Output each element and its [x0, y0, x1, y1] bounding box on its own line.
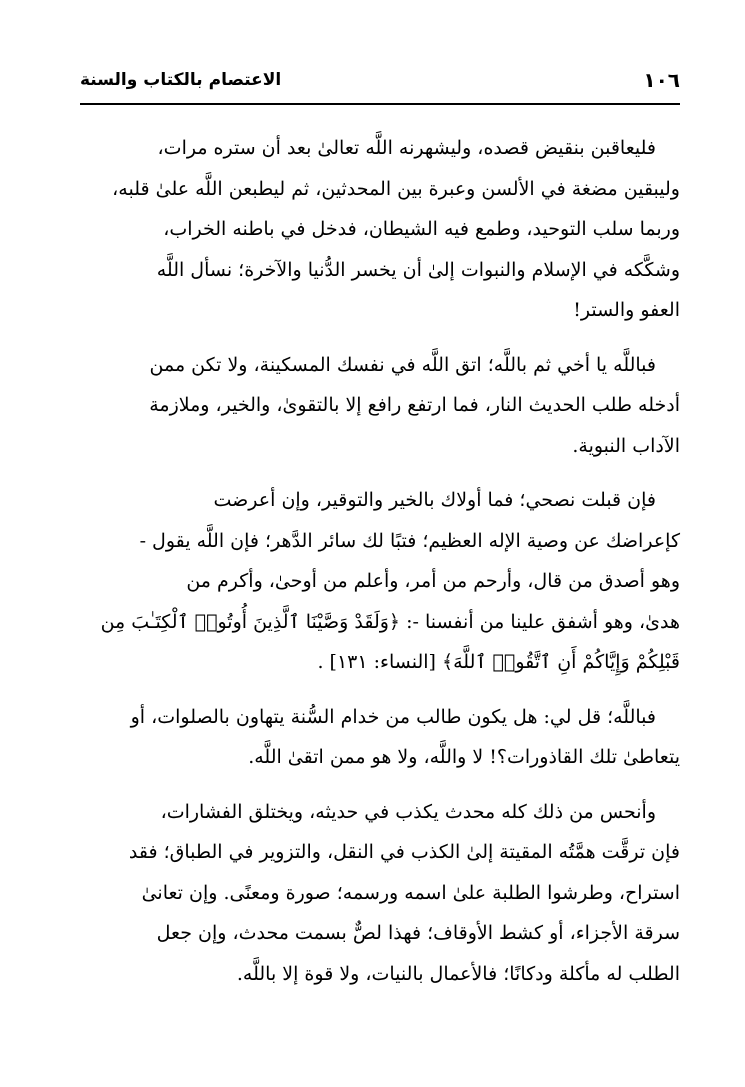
text-line: العفو والستر!: [573, 299, 680, 321]
quran-verse-line: قَبْلِكُمْ وَإِيَّاكُمْ أَنِ ٱتَّقُوا۟ ٱللَّهَ﴾ [النساء: ١٣١] .: [317, 651, 680, 673]
text-line: وهو أصدق من قال، وأرحم من أمر، وأعلم من أوحىٰ، وأكرم من: [186, 570, 680, 592]
text-line: وربما سلب التوحيد، وطمع فيه الشيطان، فدخل في باطنه الخراب،: [163, 218, 680, 240]
text-line: فإن قبلت نصحي؛ فما أولاك بالخير والتوقير، وإن أعرضت: [213, 489, 656, 511]
text-line: الطلب له مأكلة ودكانًا؛ فالأعمال بالنيات، ولا قوة إلا باللَّه.: [236, 962, 680, 985]
text-line: فباللَّه يا أخي ثم باللَّه؛ اتق اللَّه في نفسك المسكينة، ولا تكن ممن: [149, 353, 656, 376]
paragraph-2: [80, 345, 680, 467]
text-line: أدخله طلب الحديث النار، فما ارتفع رافع إلا بالتقوىٰ، والخير، وملازمة: [149, 394, 680, 416]
text-line: فليعاقبن بنقيض قصده، وليشهرنه اللَّه تعالىٰ بعد أن ستره مرات،: [157, 137, 656, 159]
paragraph-3: [80, 480, 680, 683]
text-line: سرقة الأجزاء، أو كشط الأوقاف؛ فهذا لصٌّ بسمت محدث، وإن جعل: [156, 922, 680, 944]
paragraph-4: [80, 697, 680, 778]
page-number: ١٠٦: [643, 68, 680, 92]
paragraph-5: [80, 792, 680, 995]
text-line: الآداب النبوية.: [572, 434, 680, 457]
text-line: وشكَّكه في الإسلام والنبوات إلىٰ أن يخسر الدُّنيا والآخرة؛ نسأل اللَّه: [156, 258, 680, 281]
text-line: يتعاطىٰ تلك القاذورات؟! لا واللَّه، ولا هو ممن اتقىٰ اللَّه.: [248, 746, 680, 768]
body-text: [80, 128, 680, 1008]
text-line: وليبقين مضغة في الألسن وعبرة بين المحدثين، ثم ليطبعن اللَّه علىٰ قلبه،: [112, 177, 680, 200]
header-divider: [80, 103, 680, 105]
running-title: الاعتصام بالكتاب والسنة: [80, 70, 282, 90]
text-line: فإن ترقَّت همَّتُه المقيتة إلىٰ الكذب في النقل، والتزوير في الطباق؛ فقد: [128, 841, 680, 863]
page-header: [80, 62, 680, 102]
quran-verse-line: هدىٰ، وهو أشفق علينا من أنفسنا -: ﴿وَلَقَدْ وَصَّيْنَا ٱلَّذِينَ أُوتُوا۟ ٱلْكِتَـٰبَ مِن: [100, 610, 680, 633]
text-line: فباللَّه؛ قل لي: هل يكون طالب من خدام السُّنة يتهاون بالصلوات، أو: [130, 705, 656, 728]
text-line: كإعراضك عن وصية الإله العظيم؛ فتبًا لك سائر الدَّهر؛ فإن اللَّه يقول -: [139, 529, 680, 552]
text-line: وأنحس من ذلك كله محدث يكذب في حديثه، ويختلق الفشارات،: [160, 800, 656, 823]
paragraph-1: [80, 128, 680, 331]
text-line: استراح، وطرشوا الطلبة علىٰ اسمه ورسمه؛ صورة ومعنًى. وإن تعانىٰ: [141, 881, 680, 904]
